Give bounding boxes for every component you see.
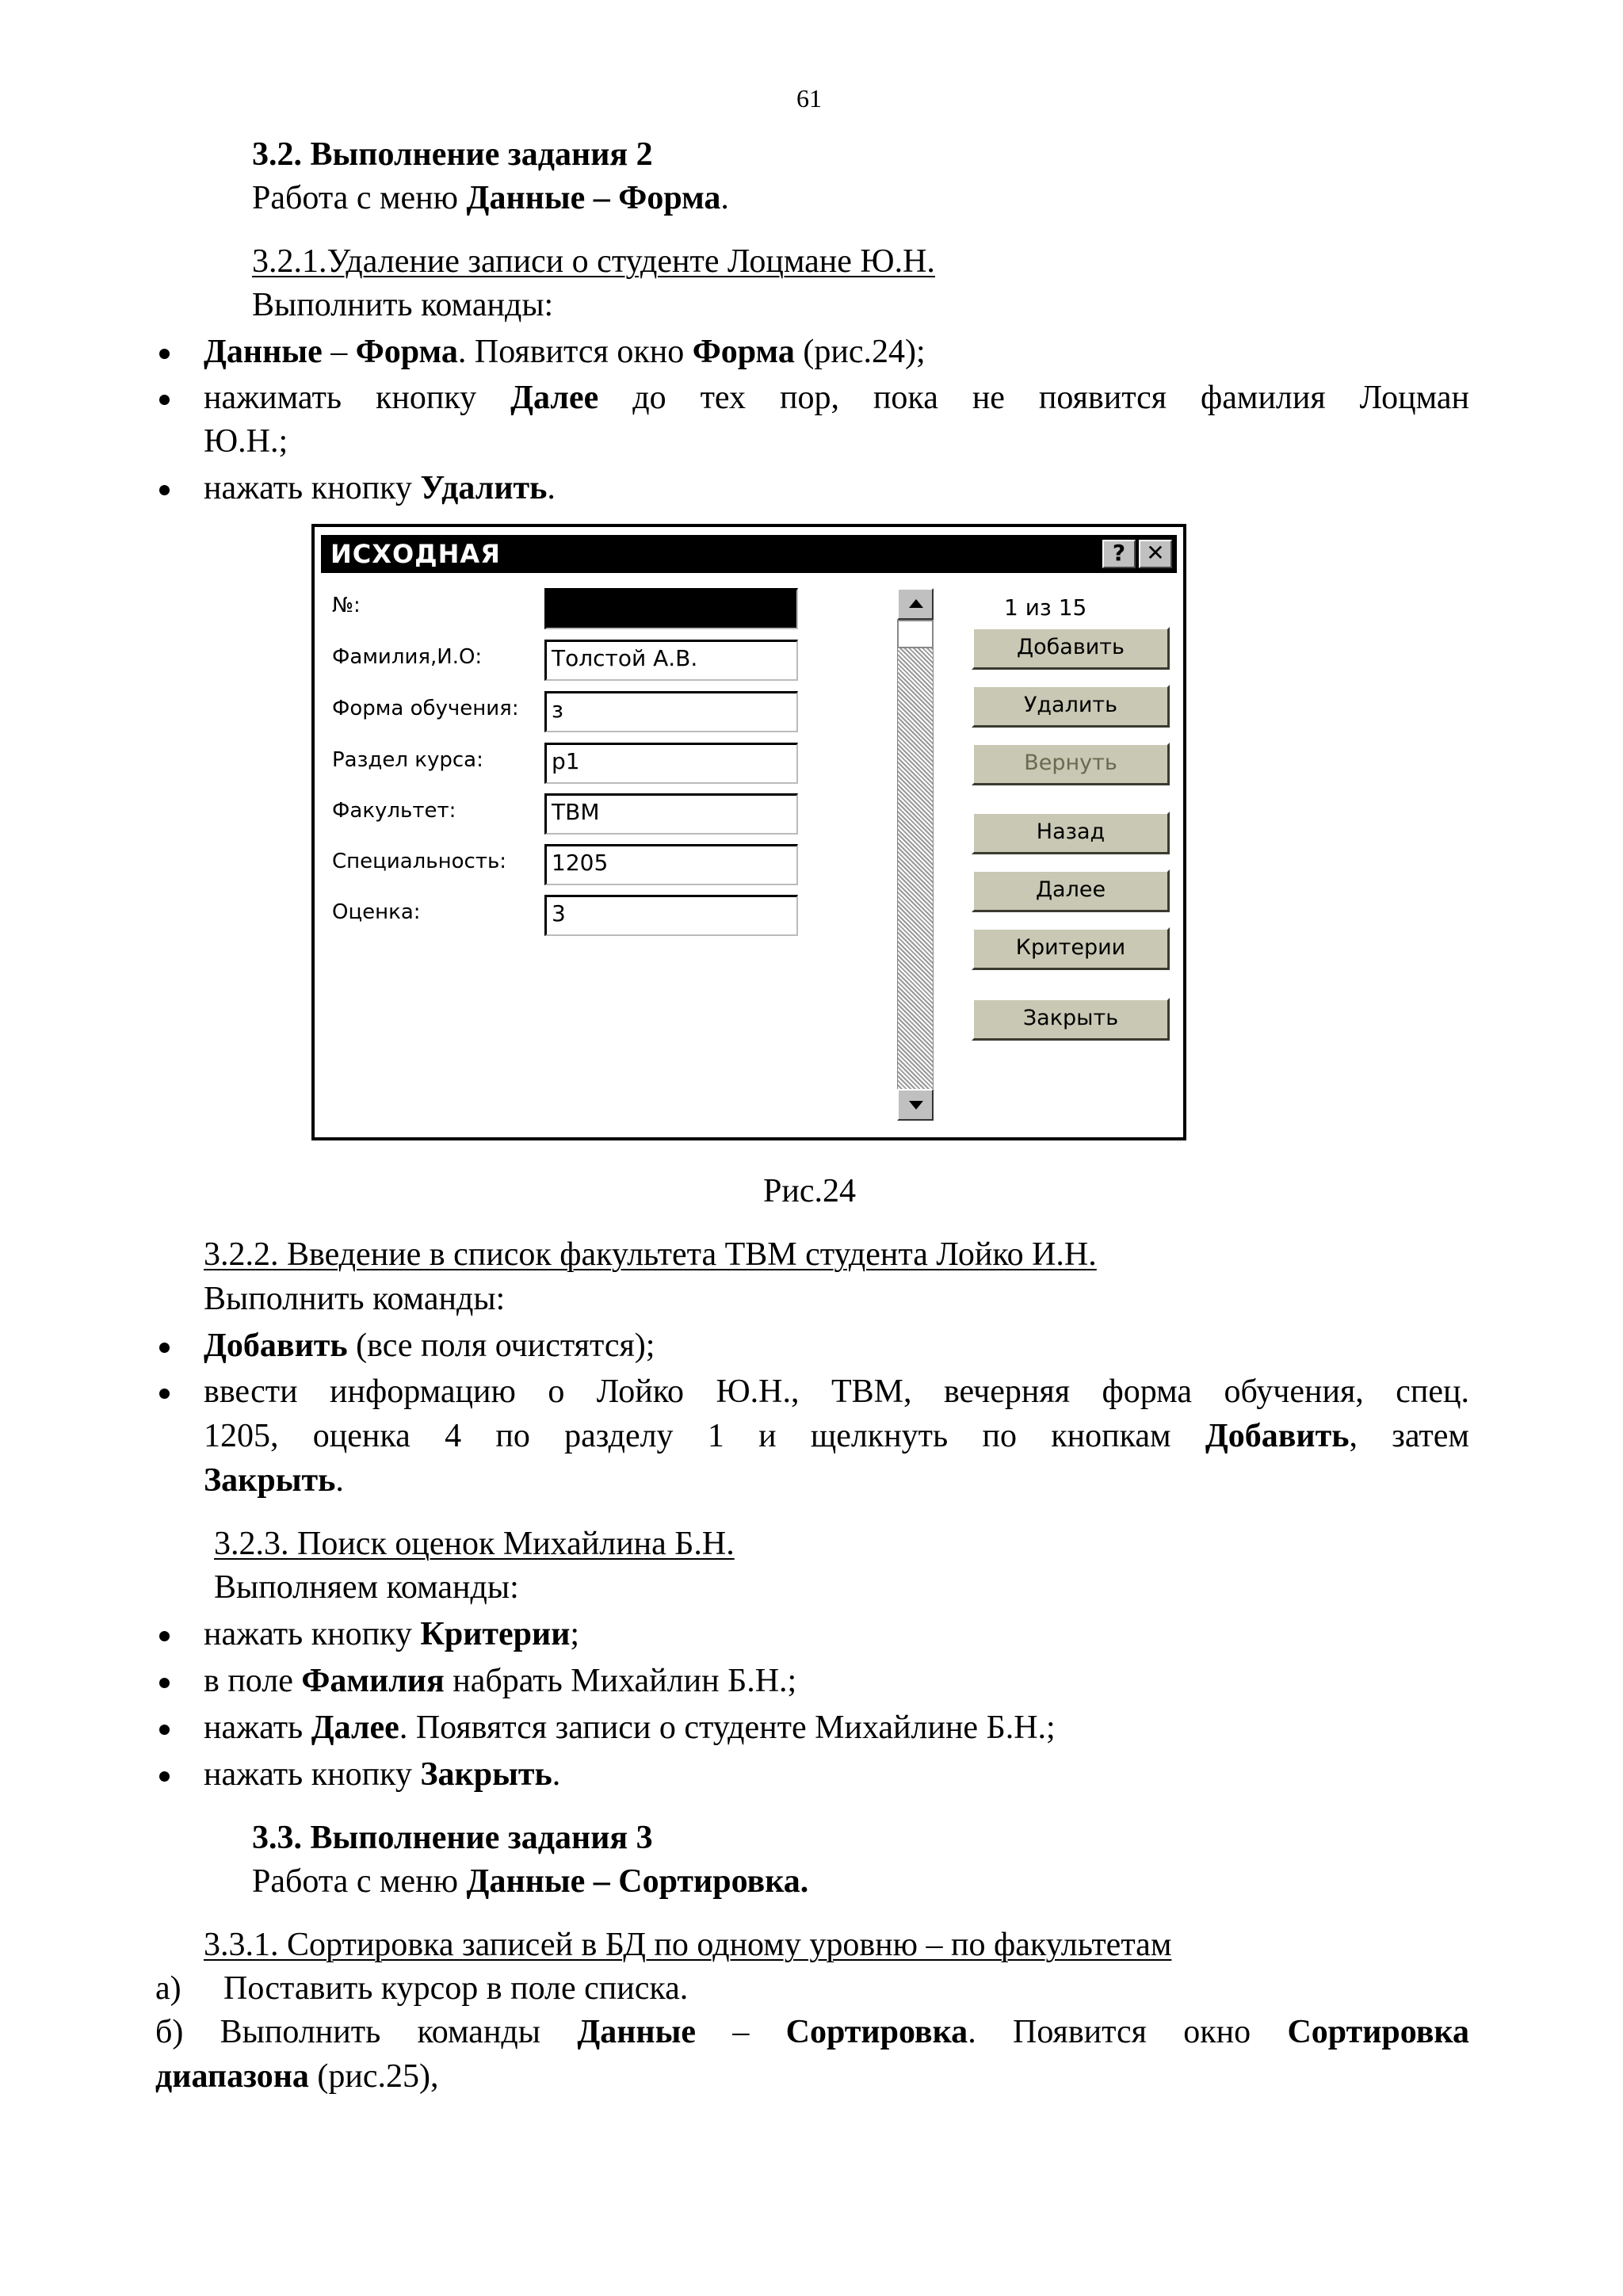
criteria-button[interactable]: Критерии <box>972 927 1170 970</box>
vertical-scrollbar[interactable] <box>897 588 937 1121</box>
dialog-title-bar <box>321 535 1177 573</box>
section-3-2-menu-line: Работа с меню Данные – Форма. <box>252 180 729 216</box>
page-number: 61 <box>796 84 822 113</box>
bullet-icon <box>155 485 174 496</box>
field-label-course-section: Раздел курса: <box>332 748 483 772</box>
section-heading-3-3: 3.3. Выполнение задания 3 <box>252 1820 653 1856</box>
field-input-name[interactable]: Толстой А.В. <box>544 640 798 681</box>
list-item-continuation: Ю.Н.; <box>204 423 288 460</box>
bullet-icon <box>155 1343 174 1354</box>
restore-button[interactable]: Вернуть <box>972 743 1170 785</box>
list-item: нажать кнопку Закрыть. <box>204 1756 561 1793</box>
scroll-down-arrow-icon[interactable] <box>897 1089 934 1121</box>
field-label-faculty: Факультет: <box>332 799 456 823</box>
field-input-faculty[interactable]: ТВМ <box>544 793 798 835</box>
list-item: нажать Далее. Появятся записи о студенте Михайлине Б.Н.; <box>204 1710 1056 1746</box>
subsection-title-3-2-2: 3.2.2. Введение в список факультета ТВМ студента Лойко И.Н. <box>204 1236 1097 1273</box>
list-item: Добавить (все поля очистятся); <box>204 1328 655 1364</box>
list-item: нажать кнопку Удалить. <box>204 470 556 506</box>
bullet-icon <box>155 1389 174 1400</box>
list-item-b: б) Выполнить команды Данные – Сортировка. Появится окно Сортировка <box>155 2014 1469 2050</box>
figure-caption: Рис.24 <box>763 1173 856 1209</box>
bullet-icon <box>155 1771 174 1782</box>
list-item: Данные – Форма. Появится окно Форма (рис.24); <box>204 334 926 370</box>
field-label-name: Фамилия,И.О: <box>332 645 483 669</box>
field-label-specialty: Специальность: <box>332 850 507 873</box>
field-label-grade: Оценка: <box>332 900 421 924</box>
help-button[interactable] <box>1102 540 1136 568</box>
next-button[interactable]: Далее <box>972 869 1170 912</box>
bullet-icon <box>155 349 174 360</box>
close-form-button[interactable]: Закрыть <box>972 998 1170 1041</box>
data-form-dialog <box>311 524 1186 1140</box>
section-heading-3-2: 3.2. Выполнение задания 2 <box>252 136 653 173</box>
field-input-course-section[interactable]: р1 <box>544 743 798 784</box>
dialog-title: ИСХОДНАЯ <box>330 539 501 569</box>
bullet-icon <box>155 1678 174 1689</box>
list-item: в поле Фамилия набрать Михайлин Б.Н.; <box>204 1663 797 1699</box>
field-input-grade[interactable]: 3 <box>544 895 798 936</box>
list-item-continuation: 1205, оценка 4 по разделу 1 и щелкнуть по кнопкам Добавить, затем <box>204 1418 1469 1454</box>
record-counter: 1 из 15 <box>1004 594 1087 621</box>
subsection-title-3-3-1: 3.3.1. Сортировка записей в БД по одному уровню – по факультетам <box>204 1927 1172 1963</box>
help-icon: ? <box>1112 540 1126 566</box>
commands-intro-3-2-2: Выполнить команды: <box>204 1281 506 1317</box>
subsection-title-3-2-3: 3.2.3. Поиск оценок Михайлина Б.Н. <box>214 1526 735 1562</box>
subsection-title-3-2-1: 3.2.1.Удаление записи о студенте Лоцмане Ю.Н. <box>252 243 935 280</box>
section-3-3-menu-line: Работа с меню Данные – Сортировка. <box>252 1863 809 1900</box>
field-label-number: №: <box>332 594 361 617</box>
close-icon: ✕ <box>1146 540 1165 566</box>
list-item: нажимать кнопку Далее до тех пор, пока не появится фамилия Лоцман <box>204 380 1469 416</box>
commands-intro-3-2-3: Выполняем команды: <box>214 1569 519 1606</box>
scrollbar-thumb[interactable] <box>897 620 934 648</box>
scrollbar-track[interactable] <box>897 588 934 1121</box>
list-item-b-continuation: диапазона (рис.25), <box>155 2058 439 2095</box>
field-input-specialty[interactable]: 1205 <box>544 844 798 885</box>
list-item: нажать кнопку Критерии; <box>204 1616 580 1652</box>
list-marker-a: а) <box>155 1970 181 2007</box>
field-input-number[interactable]: 1 <box>544 588 798 629</box>
bullet-icon <box>155 1725 174 1736</box>
field-input-study-form[interactable]: з <box>544 691 798 732</box>
commands-intro-3-2-1: Выполнить команды: <box>252 287 554 323</box>
list-item: ввести информацию о Лойко Ю.Н., ТВМ, вечерняя форма обучения, спец. <box>204 1373 1469 1410</box>
add-button[interactable]: Добавить <box>972 627 1170 670</box>
list-item-a: Поставить курсор в поле списка. <box>223 1970 689 2007</box>
list-item-continuation: Закрыть. <box>204 1462 344 1499</box>
scroll-up-arrow-icon[interactable] <box>897 588 934 620</box>
close-button[interactable] <box>1139 540 1172 568</box>
bullet-icon <box>155 1631 174 1642</box>
delete-button[interactable]: Удалить <box>972 685 1170 728</box>
field-label-study-form: Форма обучения: <box>332 697 519 720</box>
bullet-icon <box>155 395 174 406</box>
back-button[interactable]: Назад <box>972 812 1170 854</box>
